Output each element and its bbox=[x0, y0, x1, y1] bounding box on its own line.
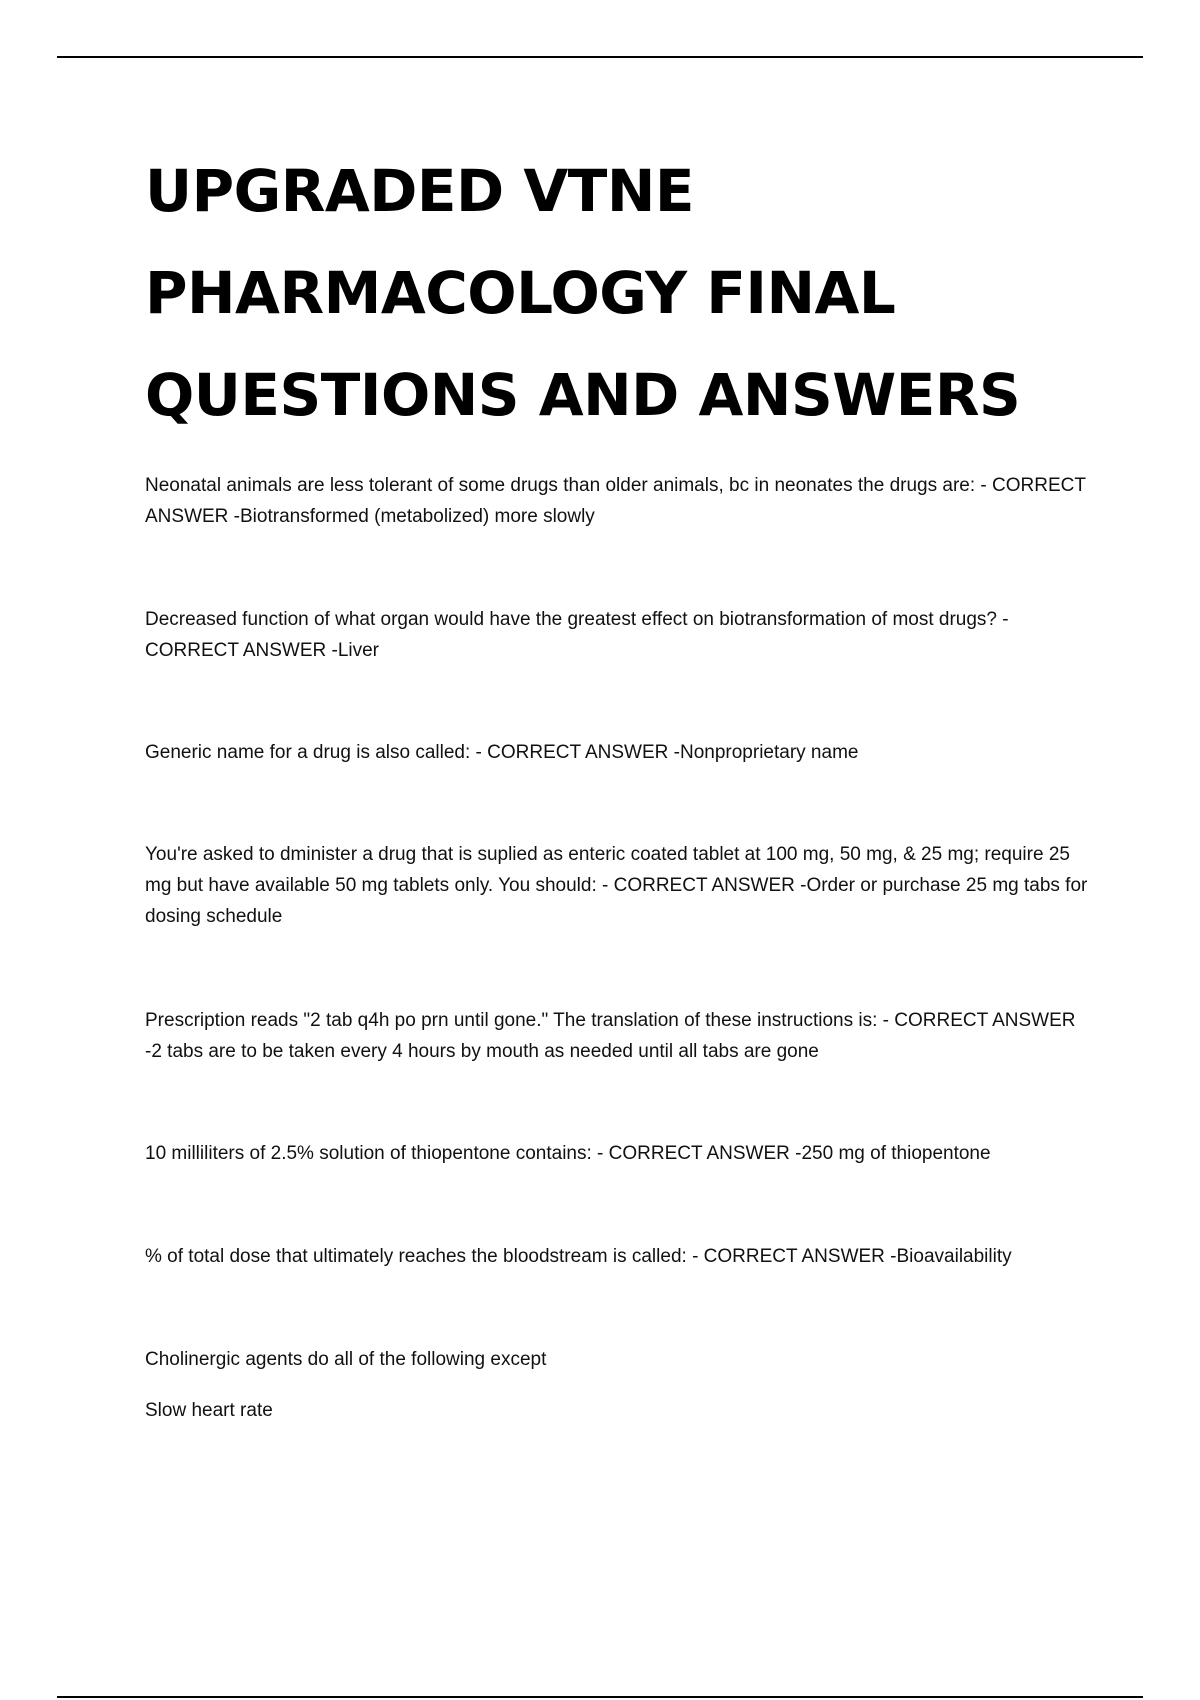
title-line-3: QUESTIONS AND ANSWERS bbox=[145, 361, 1021, 429]
title-line-2: PHARMACOLOGY FINAL bbox=[145, 259, 896, 327]
qa-item-thiopentone: 10 milliliters of 2.5% solution of thiopentone contains: - CORRECT ANSWER -250 mg of thiopentone bbox=[145, 1143, 991, 1164]
qa-item-enteric-tablet: You're asked to dminister a drug that is suplied as enteric coated tablet at 100 mg, 50 mg, & 25 mg; require 25 mg but have available 50 mg tablets only. You should: - CORRECT ANSWER -Order or purchase 25 mg tabs for dosing schedule bbox=[145, 844, 1088, 927]
qa-item-bioavailability: % of total dose that ultimately reaches the bloodstream is called: - CORRECT ANSWER -Bioavailability bbox=[145, 1246, 1012, 1267]
qa-item-organ: Decreased function of what organ would have the greatest effect on biotransformation of most drugs? - CORRECT ANSWER -Liver bbox=[145, 609, 1009, 661]
qa-item-generic-name: Generic name for a drug is also called: - CORRECT ANSWER -Nonproprietary name bbox=[145, 742, 859, 763]
qa-item-slow-heart-rate: Slow heart rate bbox=[145, 1400, 273, 1421]
qa-item-prescription: Prescription reads "2 tab q4h po prn until gone." The translation of these instructions is: - CORRECT ANSWER -2 tabs are to be taken every 4 hours by mouth as needed until all tabs are gone bbox=[145, 1010, 1076, 1062]
title-line-1: UPGRADED VTNE bbox=[145, 157, 694, 225]
bottom-rule bbox=[57, 1696, 1143, 1698]
page-title bbox=[145, 140, 1105, 446]
qa-item-cholinergic: Cholinergic agents do all of the following except bbox=[145, 1349, 547, 1370]
qa-item-neonatal: Neonatal animals are less tolerant of some drugs than older animals, bc in neonates the drugs are: - CORRECT ANSWER -Biotransformed (metabolized) more slowly bbox=[145, 475, 1086, 527]
top-rule bbox=[57, 56, 1143, 58]
